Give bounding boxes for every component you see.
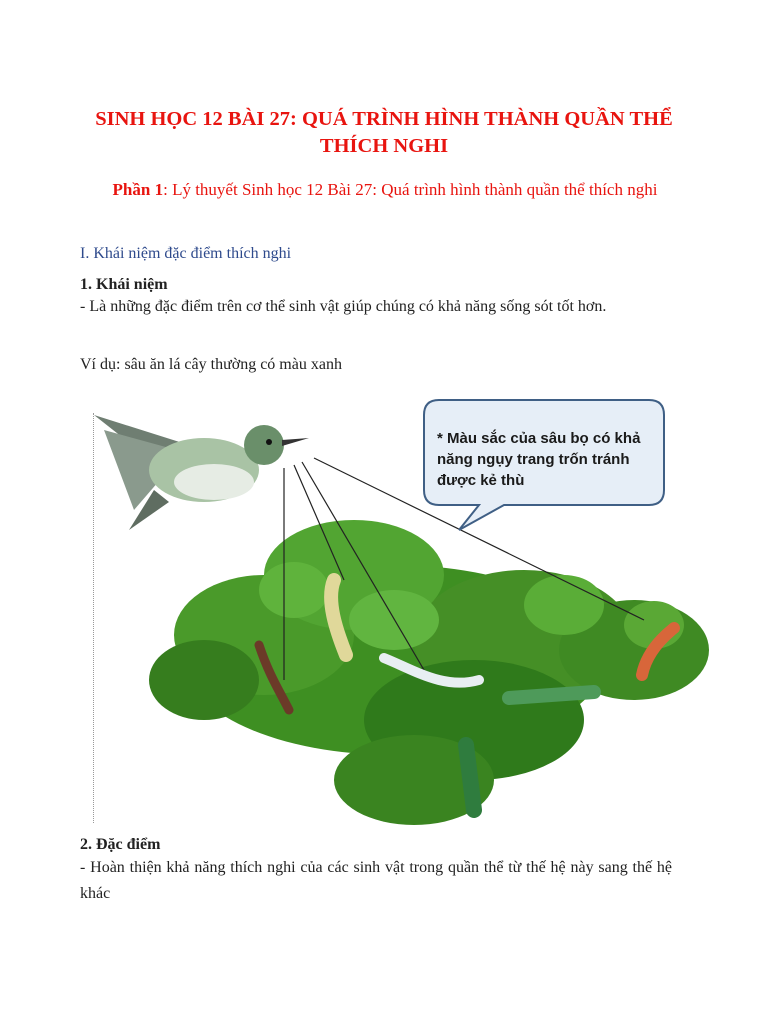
caterpillar-dark-green (466, 745, 474, 810)
features-heading: 2. Đặc điểm (80, 836, 161, 853)
concept-heading: 1. Khái niệm (80, 276, 168, 293)
example-text: Ví dụ: sâu ăn lá cây thường có màu xanh (80, 356, 342, 373)
section-heading: I. Khái niệm đặc điểm thích nghi (80, 245, 292, 262)
hummingbird (94, 415, 309, 530)
bubble-text: * Màu sắc của sâu bọ có khả năng ngụy trang trốn tránh được kẻ thù (437, 430, 641, 489)
page-title: SINH HỌC 12 BÀI 27: QUÁ TRÌNH HÌNH THÀNH QUẦN THỂ THÍCH NGHI (95, 108, 673, 157)
part-label: Phần 1 (112, 180, 164, 199)
part-heading (90, 177, 680, 203)
concept-text: - Là những đặc điểm trên cơ thể sinh vật giúp chúng có khả năng sống sót tốt hơn. (80, 298, 607, 315)
caterpillar-green (509, 692, 594, 698)
part-text: : Lý thuyết Sinh học 12 Bài 27: Quá trình hình thành quần thể thích nghi (163, 180, 658, 199)
features-text: - Hoàn thiện khả năng thích nghi của các sinh vật trong quần thể từ thế hệ này sang thế hệ khác (80, 859, 672, 902)
